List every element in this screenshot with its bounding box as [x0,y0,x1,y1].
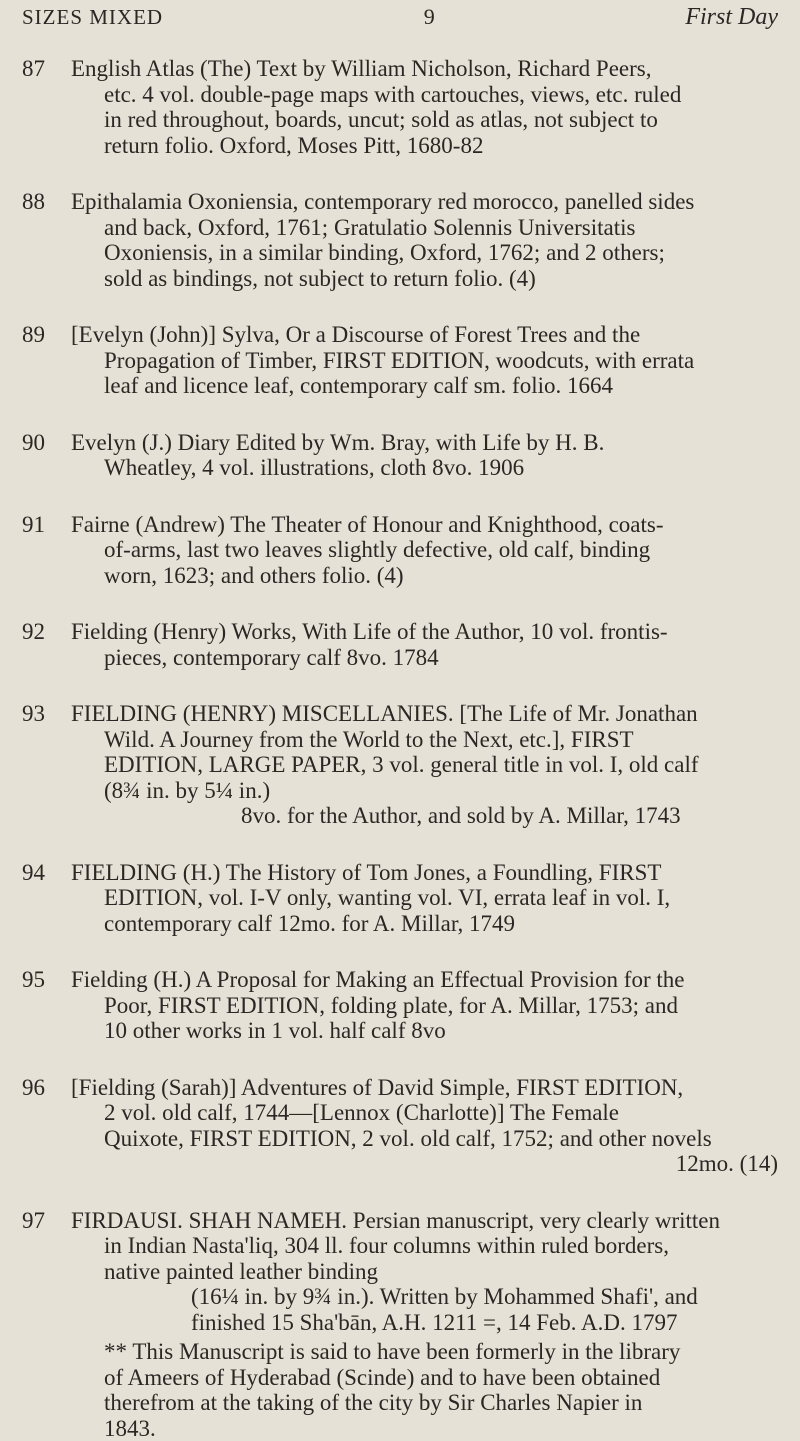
lot-description [71,189,778,291]
lot-number: 97 [22,1208,71,1441]
lot-line: finished 15 Sha'bān, A.H. 1211 =, 14 Feb. A.D. 1797 [71,1310,778,1336]
lot-line: EDITION, vol. I-V only, wanting vol. VI, errata leaf in vol. I, [71,885,778,911]
lot-number: 90 [22,430,71,481]
lot-line: 10 other works in 1 vol. half calf 8vo [71,1018,778,1044]
lot-number: 91 [22,512,71,589]
lot-line: Quixote, FIRST EDITION, 2 vol. old calf, 1752; and other novels [71,1126,778,1152]
lot-number: 89 [22,322,71,399]
lot-line: (16¼ in. by 9¾ in.). Written by Mohammed Shafi', and [71,1284,778,1310]
lot-line: worn, 1623; and others folio. (4) [71,563,778,589]
lot-entry [22,1208,778,1441]
lot-list [22,56,778,1441]
lot-entry [22,322,778,399]
lot-line: contemporary calf 12mo. for A. Millar, 1749 [71,911,778,937]
lot-description [71,1075,778,1177]
lot-number: 94 [22,860,71,937]
lot-line: Fairne (Andrew) The Theater of Honour and Knighthood, coats- [71,512,778,538]
lot-description [71,56,778,158]
lot-entry [22,189,778,291]
header-day: First Day [685,4,778,31]
lot-line: 8vo. for the Author, and sold by A. Millar, 1743 [71,803,778,829]
lot-line: Fielding (H.) A Proposal for Making an Effectual Provision for the [71,967,778,993]
page-number: 9 [424,4,435,30]
lot-description [71,619,778,670]
lot-number: 92 [22,619,71,670]
lot-line: (8¾ in. by 5¼ in.) [71,778,778,804]
lot-line: Wheatley, 4 vol. illustrations, cloth 8vo. 1906 [71,455,778,481]
lot-line: in red throughout, boards, uncut; sold as atlas, not subject to [71,107,778,133]
lot-number: 95 [22,967,71,1044]
lot-line: 12mo. (14) [71,1151,778,1177]
lot-line: leaf and licence leaf, contemporary calf sm. folio. 1664 [71,373,778,399]
lot-line: sold as bindings, not subject to return folio. (4) [71,266,778,292]
lot-line: Epithalamia Oxoniensia, contemporary red morocco, panelled sides [71,189,778,215]
lot-line: Oxoniensis, in a similar binding, Oxford, 1762; and 2 others; [71,240,778,266]
lot-line: Propagation of Timber, FIRST EDITION, woodcuts, with errata [71,348,778,374]
lot-line: FIELDING (H.) The History of Tom Jones, a Foundling, FIRST [71,860,778,886]
lot-entry [22,430,778,481]
lot-description [71,860,778,937]
lot-note [71,1339,778,1441]
lot-line: Fielding (Henry) Works, With Life of the Author, 10 vol. frontis- [71,619,778,645]
note-line: of Ameers of Hyderabad (Scinde) and to have been obtained [71,1365,778,1391]
page-header [22,0,778,34]
lot-description [71,1208,778,1441]
lot-entry [22,1075,778,1177]
lot-entry [22,967,778,1044]
header-section: SIZES MIXED [22,5,163,30]
lot-number: 96 [22,1075,71,1177]
lot-entry [22,56,778,158]
lot-number: 93 [22,701,71,829]
lot-entry [22,860,778,937]
lot-description [71,512,778,589]
lot-number: 87 [22,56,71,158]
lot-line: pieces, contemporary calf 8vo. 1784 [71,645,778,671]
lot-line: [Fielding (Sarah)] Adventures of David Simple, FIRST EDITION, [71,1075,778,1101]
lot-line: in Indian Nasta'liq, 304 ll. four columns within ruled borders, [71,1233,778,1259]
lot-description [71,430,778,481]
lot-line: EDITION, LARGE PAPER, 3 vol. general title in vol. I, old calf [71,752,778,778]
lot-entry [22,701,778,829]
lot-line: Poor, FIRST EDITION, folding plate, for A. Millar, 1753; and [71,993,778,1019]
note-line: ** This Manuscript is said to have been formerly in the library [71,1339,778,1365]
lot-number: 88 [22,189,71,291]
lot-description [71,967,778,1044]
lot-line: return folio. Oxford, Moses Pitt, 1680-82 [71,133,778,159]
lot-line: etc. 4 vol. double-page maps with cartouches, views, etc. ruled [71,82,778,108]
note-line: therefrom at the taking of the city by Sir Charles Napier in [71,1390,778,1416]
lot-line: native painted leather binding [71,1259,778,1285]
lot-line: of-arms, last two leaves slightly defective, old calf, binding [71,537,778,563]
lot-line: FIELDING (HENRY) MISCELLANIES. [The Life of Mr. Jonathan [71,701,778,727]
lot-description [71,322,778,399]
lot-line: Evelyn (J.) Diary Edited by Wm. Bray, with Life by H. B. [71,430,778,456]
lot-entry [22,619,778,670]
lot-line: English Atlas (The) Text by William Nicholson, Richard Peers, [71,56,778,82]
lot-description [71,701,778,829]
lot-line: 2 vol. old calf, 1744—[Lennox (Charlotte)] The Female [71,1100,778,1126]
lot-entry [22,512,778,589]
lot-line: FIRDAUSI. SHAH NAMEH. Persian manuscript, very clearly written [71,1208,778,1234]
lot-line: Wild. A Journey from the World to the Next, etc.], FIRST [71,727,778,753]
note-line: 1843. [71,1416,778,1441]
lot-line: [Evelyn (John)] Sylva, Or a Discourse of Forest Trees and the [71,322,778,348]
lot-line: and back, Oxford, 1761; Gratulatio Solennis Universitatis [71,215,778,241]
